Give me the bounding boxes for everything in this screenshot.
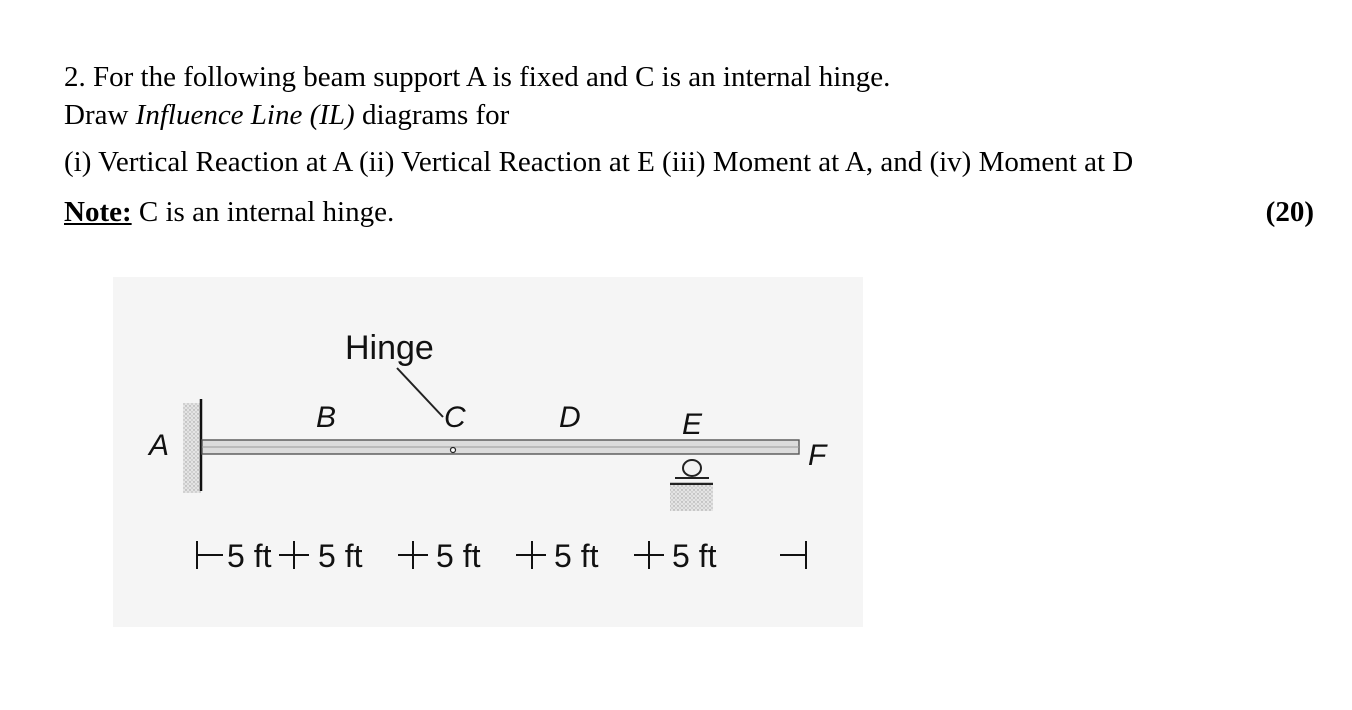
note-label: Note:	[64, 196, 132, 228]
dimension-cd: 5 ft	[436, 538, 481, 574]
dimension-de: 5 ft	[554, 538, 599, 574]
point-label-b: B	[316, 401, 337, 434]
dimension-bc: 5 ft	[318, 538, 363, 574]
question-line-1: 2. For the following beam support A is fixed and C is an internal hinge.	[64, 61, 891, 93]
point-label-e: E	[682, 408, 703, 441]
point-label-a: A	[149, 429, 170, 462]
question-line-2	[64, 96, 1314, 134]
marks-label: (20)	[1265, 196, 1314, 228]
fixed-wall-hatch	[183, 403, 201, 493]
point-label-f: F	[808, 439, 827, 472]
beam-diagram-svg	[113, 277, 863, 627]
question-line-3: (i) Vertical Reaction at A (ii) Vertical Reaction at E (iii) Moment at A, and (iv) Moment at D	[64, 146, 1134, 178]
dimension-ab: 5 ft	[227, 538, 272, 574]
line2-suffix: diagrams for	[354, 99, 510, 131]
note-line	[64, 193, 1314, 231]
line2-prefix: Draw	[64, 99, 136, 131]
point-label-c: C	[444, 401, 466, 434]
line2-italic: Influence Line (IL)	[135, 99, 355, 131]
point-label-d: D	[559, 401, 581, 434]
question-text-block	[64, 58, 1314, 231]
hinge-label: Hinge	[345, 329, 434, 367]
hinge-symbol	[451, 448, 456, 453]
dimension-ef: 5 ft	[672, 538, 717, 574]
beam-figure	[113, 277, 863, 627]
note-text: C is an internal hinge.	[131, 196, 395, 228]
